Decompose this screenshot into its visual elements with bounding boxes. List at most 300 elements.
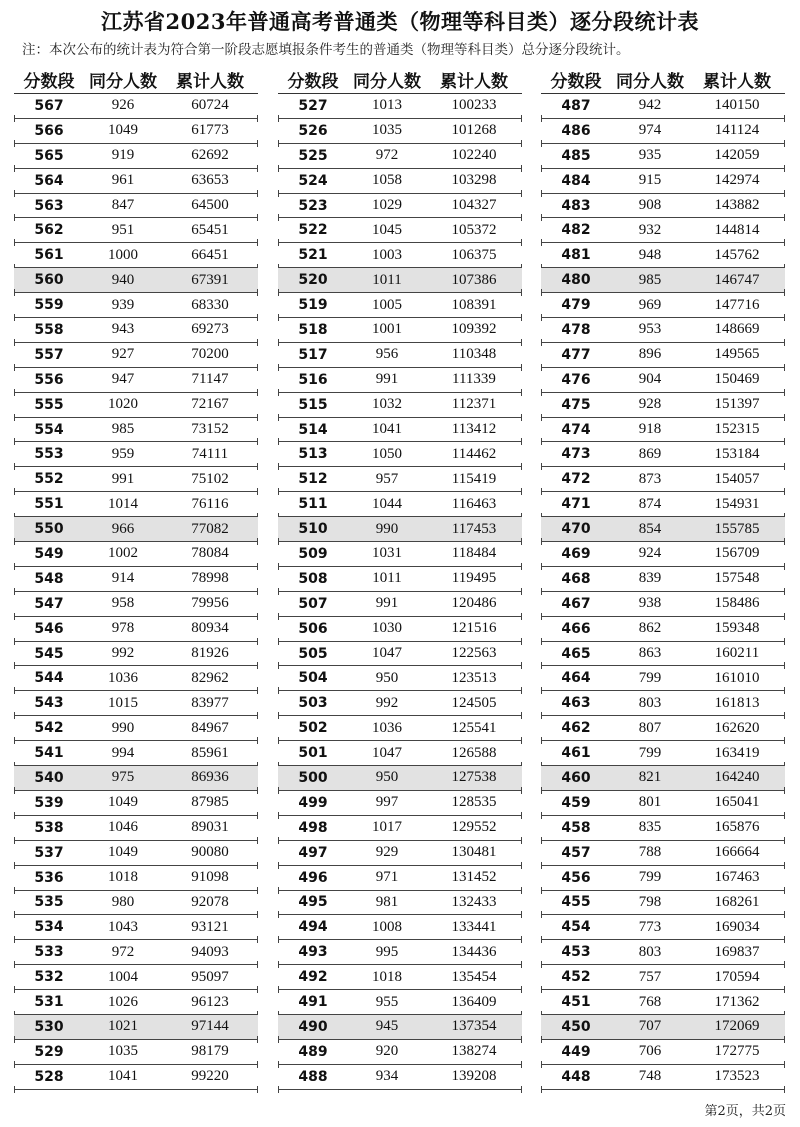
score-cell: 499 — [298, 794, 328, 811]
same-score-count-cell: 1008 — [372, 918, 402, 935]
table-note: 注：本次公布的统计表为符合第一阶段志愿填报条件考生的普通类（物理等科目类）总分逐分段统计。 — [22, 42, 630, 58]
same-score-count-cell: 835 — [638, 819, 662, 836]
table-row — [541, 1040, 785, 1065]
table-row — [14, 965, 258, 990]
same-score-count-cell: 904 — [638, 371, 662, 388]
cumulative-count-cell: 113412 — [451, 421, 497, 438]
score-cell: 547 — [34, 595, 64, 612]
cumulative-count-cell: 157548 — [714, 570, 760, 587]
score-cell: 506 — [298, 620, 328, 637]
score-cell: 477 — [561, 346, 591, 363]
table-row — [14, 617, 258, 642]
score-cell: 538 — [34, 819, 64, 836]
same-score-count-cell: 971 — [375, 869, 399, 886]
table-row — [278, 592, 522, 617]
table-row — [14, 144, 258, 169]
same-score-count-cell: 1046 — [108, 819, 138, 836]
cumulative-count-cell: 107386 — [451, 271, 497, 288]
cumulative-count-cell: 147716 — [714, 296, 760, 313]
column-header: 分数段 — [550, 71, 602, 92]
same-score-count-cell: 947 — [111, 371, 135, 388]
same-score-count-cell: 757 — [638, 968, 662, 985]
cumulative-count-cell: 139208 — [451, 1068, 497, 1085]
column-header: 同分人数 — [353, 71, 421, 92]
score-cell: 549 — [34, 545, 64, 562]
score-cell: 469 — [561, 545, 591, 562]
score-cell: 488 — [298, 1068, 328, 1085]
table-row — [278, 542, 522, 567]
cumulative-count-cell: 159348 — [714, 620, 760, 637]
same-score-count-cell: 974 — [638, 122, 662, 139]
same-score-count-cell: 929 — [375, 844, 399, 861]
same-score-count-cell: 1036 — [372, 719, 402, 736]
score-cell: 448 — [561, 1068, 591, 1085]
cumulative-count-cell: 165041 — [714, 794, 760, 811]
cumulative-count-cell: 136409 — [451, 993, 497, 1010]
cumulative-count-cell: 79956 — [191, 595, 229, 612]
cumulative-count-cell: 105372 — [451, 221, 497, 238]
column-header: 累计人数 — [176, 71, 244, 92]
table-row — [541, 144, 785, 169]
score-cell: 552 — [34, 471, 64, 488]
table-row — [14, 791, 258, 816]
score-cell: 504 — [298, 670, 328, 687]
same-score-count-cell: 1035 — [372, 122, 402, 139]
score-cell: 463 — [561, 695, 591, 712]
same-score-count-cell: 748 — [638, 1068, 662, 1085]
cumulative-count-cell: 111339 — [452, 371, 496, 388]
table-row — [541, 343, 785, 368]
same-score-count-cell: 1026 — [108, 993, 138, 1010]
table-row — [541, 94, 785, 119]
cumulative-count-cell: 90080 — [191, 844, 229, 861]
table-row — [541, 318, 785, 343]
same-score-count-cell: 958 — [111, 595, 135, 612]
cumulative-count-cell: 169837 — [714, 943, 760, 960]
table-row — [14, 442, 258, 467]
table-row — [541, 368, 785, 393]
same-score-count-cell: 1002 — [108, 545, 138, 562]
same-score-count-cell: 801 — [638, 794, 662, 811]
score-cell: 493 — [298, 944, 328, 961]
same-score-count-cell: 1000 — [108, 246, 138, 263]
column-header: 同分人数 — [616, 71, 684, 92]
table-row — [541, 268, 785, 293]
same-score-count-cell: 896 — [638, 346, 662, 363]
score-cell: 522 — [298, 222, 328, 239]
table-row — [541, 891, 785, 916]
score-cell: 450 — [561, 1018, 591, 1035]
cumulative-count-cell: 114462 — [451, 445, 497, 462]
same-score-count-cell: 991 — [375, 595, 399, 612]
same-score-count-cell: 919 — [111, 147, 135, 164]
cumulative-count-cell: 168261 — [714, 893, 760, 910]
score-cell: 536 — [34, 869, 64, 886]
column-header: 分数段 — [287, 71, 339, 92]
score-cell: 510 — [298, 521, 328, 538]
cumulative-count-cell: 64500 — [191, 197, 229, 213]
table-row — [541, 542, 785, 567]
table-row — [14, 567, 258, 592]
table-row — [541, 442, 785, 467]
same-score-count-cell: 1021 — [108, 1018, 138, 1035]
score-cell: 514 — [298, 421, 328, 438]
same-score-count-cell: 985 — [638, 271, 662, 288]
table-row — [541, 741, 785, 766]
table-row — [278, 318, 522, 343]
cumulative-count-cell: 75102 — [191, 470, 229, 487]
score-cell: 460 — [561, 769, 591, 786]
same-score-count-cell: 1045 — [372, 221, 402, 238]
same-score-count-cell: 1058 — [372, 172, 402, 189]
same-score-count-cell: 956 — [375, 346, 399, 363]
score-cell: 519 — [298, 297, 328, 314]
score-cell: 491 — [298, 994, 328, 1010]
score-cell: 548 — [34, 570, 64, 587]
cumulative-count-cell: 166664 — [714, 844, 760, 861]
table-row — [541, 816, 785, 841]
cumulative-count-cell: 172069 — [714, 1018, 760, 1035]
cumulative-count-cell: 162620 — [714, 719, 760, 736]
cumulative-count-cell: 72167 — [191, 396, 229, 413]
score-cell: 564 — [34, 172, 64, 189]
table-row — [278, 716, 522, 741]
same-score-count-cell: 997 — [375, 794, 399, 811]
cumulative-count-cell: 87985 — [191, 794, 229, 811]
column-header: 累计人数 — [703, 71, 771, 92]
table-row — [278, 841, 522, 866]
cumulative-count-cell: 140150 — [714, 97, 760, 114]
cumulative-count-cell: 61773 — [191, 122, 229, 139]
same-score-count-cell: 788 — [638, 844, 662, 861]
cumulative-count-cell: 161010 — [714, 669, 760, 686]
cumulative-count-cell: 163419 — [714, 744, 760, 761]
page-title: 江苏省2023年普通高考普通类（物理等科目类）逐分段统计表 — [101, 9, 699, 34]
cumulative-count-cell: 69273 — [191, 321, 229, 338]
cumulative-count-cell: 100233 — [451, 97, 497, 114]
score-cell: 543 — [34, 695, 64, 712]
same-score-count-cell: 951 — [111, 221, 135, 238]
table-row — [541, 691, 785, 716]
column-header: 同分人数 — [89, 71, 157, 92]
table-row — [541, 965, 785, 990]
score-cell: 527 — [298, 97, 328, 114]
score-cell: 531 — [34, 994, 64, 1010]
table-row — [278, 866, 522, 891]
table-row — [541, 169, 785, 194]
score-cell: 515 — [298, 396, 328, 413]
same-score-count-cell: 1049 — [108, 122, 138, 139]
cumulative-count-cell: 93121 — [191, 918, 229, 935]
score-cell: 555 — [34, 396, 64, 413]
same-score-count-cell: 961 — [111, 172, 135, 189]
same-score-count-cell: 807 — [638, 719, 662, 736]
same-score-count-cell: 799 — [638, 869, 662, 886]
score-cell: 466 — [561, 620, 591, 637]
cumulative-count-cell: 116463 — [451, 495, 497, 512]
score-cell: 454 — [561, 919, 591, 936]
same-score-count-cell: 1049 — [108, 794, 138, 811]
score-cell: 490 — [298, 1018, 328, 1035]
cumulative-count-cell: 126588 — [451, 744, 497, 761]
score-cell: 502 — [298, 720, 328, 737]
score-cell: 534 — [34, 919, 64, 936]
same-score-count-cell: 798 — [638, 893, 662, 910]
score-cell: 480 — [561, 272, 591, 289]
score-cell: 505 — [298, 645, 328, 662]
same-score-count-cell: 957 — [375, 470, 399, 487]
score-cell: 512 — [298, 471, 328, 488]
same-score-count-cell: 874 — [638, 495, 662, 512]
cumulative-count-cell: 142059 — [714, 147, 760, 164]
score-cell: 518 — [298, 321, 328, 338]
cumulative-count-cell: 60724 — [191, 97, 229, 114]
table-row — [14, 642, 258, 667]
score-cell: 556 — [34, 371, 64, 388]
score-cell: 559 — [34, 297, 64, 314]
same-score-count-cell: 943 — [111, 321, 135, 338]
table-row — [14, 816, 258, 841]
table-row — [541, 915, 785, 940]
same-score-count-cell: 803 — [638, 694, 662, 711]
same-score-count-cell: 1014 — [108, 495, 138, 512]
cumulative-count-cell: 68330 — [191, 296, 229, 313]
cumulative-count-cell: 134436 — [451, 943, 497, 960]
table-row — [541, 393, 785, 418]
score-cell: 537 — [34, 844, 64, 861]
same-score-count-cell: 940 — [111, 271, 135, 288]
cumulative-count-cell: 117453 — [451, 520, 497, 537]
score-cell: 563 — [34, 197, 64, 214]
cumulative-count-cell: 108391 — [451, 296, 497, 313]
table-panel-middle — [278, 65, 522, 1090]
same-score-count-cell: 959 — [111, 445, 135, 462]
table-row — [14, 915, 258, 940]
score-cell: 508 — [298, 570, 328, 587]
same-score-count-cell: 1005 — [372, 296, 402, 313]
cumulative-count-cell: 154057 — [714, 470, 760, 487]
table-row — [278, 393, 522, 418]
table-row — [278, 492, 522, 517]
same-score-count-cell: 803 — [638, 943, 662, 960]
same-score-count-cell: 799 — [638, 744, 662, 761]
score-cell: 464 — [561, 670, 591, 687]
table-row — [14, 542, 258, 567]
table-row — [278, 642, 522, 667]
score-cell: 525 — [298, 147, 328, 164]
same-score-count-cell: 1020 — [108, 396, 138, 413]
cumulative-count-cell: 145762 — [714, 246, 760, 263]
same-score-count-cell: 927 — [111, 346, 135, 363]
cumulative-count-cell: 165876 — [714, 819, 760, 836]
cumulative-count-cell: 106375 — [451, 246, 497, 263]
same-score-count-cell: 991 — [375, 371, 399, 388]
score-cell: 459 — [561, 794, 591, 811]
score-cell: 567 — [34, 97, 64, 114]
score-cell: 533 — [34, 944, 64, 961]
cumulative-count-cell: 96123 — [191, 993, 229, 1010]
same-score-count-cell: 1035 — [108, 1043, 138, 1060]
score-cell: 532 — [34, 969, 64, 986]
score-cell: 468 — [561, 570, 591, 587]
cumulative-count-cell: 74111 — [191, 445, 229, 462]
same-score-count-cell: 1015 — [108, 694, 138, 711]
cumulative-count-cell: 152315 — [714, 421, 760, 438]
same-score-count-cell: 934 — [375, 1068, 399, 1085]
score-cell: 449 — [561, 1043, 591, 1060]
table-row — [278, 891, 522, 916]
cumulative-count-cell: 133441 — [451, 918, 497, 935]
score-cell: 465 — [561, 645, 591, 662]
score-cell: 535 — [34, 894, 64, 911]
same-score-count-cell: 992 — [375, 694, 399, 711]
same-score-count-cell: 1029 — [372, 197, 402, 213]
same-score-count-cell: 1041 — [108, 1068, 138, 1085]
cumulative-count-cell: 110348 — [451, 346, 497, 363]
table-row — [541, 194, 785, 219]
table-row — [278, 1015, 522, 1040]
score-cell: 560 — [34, 272, 64, 289]
same-score-count-cell: 948 — [638, 246, 662, 263]
cumulative-count-cell: 125541 — [451, 719, 497, 736]
cumulative-count-cell: 94093 — [191, 943, 229, 960]
same-score-count-cell: 847 — [111, 197, 135, 213]
score-cell: 542 — [34, 720, 64, 737]
cumulative-count-cell: 148669 — [714, 321, 760, 338]
score-cell: 545 — [34, 645, 64, 662]
same-score-count-cell: 1011 — [372, 570, 402, 587]
table-row — [14, 841, 258, 866]
score-cell: 451 — [561, 994, 591, 1010]
cumulative-count-cell: 85961 — [191, 744, 229, 761]
table-row — [14, 990, 258, 1015]
table-row — [14, 418, 258, 443]
same-score-count-cell: 1018 — [108, 869, 138, 886]
table-row — [278, 1040, 522, 1065]
cumulative-count-cell: 120486 — [451, 595, 497, 612]
score-cell: 462 — [561, 720, 591, 737]
score-cell: 507 — [298, 595, 328, 612]
score-cell: 497 — [298, 844, 328, 861]
same-score-count-cell: 1044 — [372, 495, 402, 512]
cumulative-count-cell: 122563 — [451, 645, 497, 662]
table-row — [14, 866, 258, 891]
table-row — [541, 592, 785, 617]
cumulative-count-cell: 78084 — [191, 545, 229, 562]
cumulative-count-cell: 62692 — [191, 147, 229, 164]
cumulative-count-cell: 115419 — [451, 470, 497, 487]
score-cell: 453 — [561, 944, 591, 961]
table-row — [14, 592, 258, 617]
same-score-count-cell: 939 — [111, 296, 135, 313]
table-row — [278, 741, 522, 766]
same-score-count-cell: 799 — [638, 669, 662, 686]
table-row — [14, 1065, 258, 1090]
same-score-count-cell: 821 — [638, 769, 662, 786]
table-row — [278, 940, 522, 965]
cumulative-count-cell: 86936 — [191, 769, 229, 786]
table-row — [541, 642, 785, 667]
cumulative-count-cell: 155785 — [714, 520, 760, 537]
table-row — [541, 940, 785, 965]
table-row — [278, 169, 522, 194]
table-row — [541, 716, 785, 741]
table-row — [278, 666, 522, 691]
table-row — [541, 1065, 785, 1090]
cumulative-count-cell: 70200 — [191, 346, 229, 363]
score-cell: 526 — [298, 122, 328, 139]
table-row — [14, 94, 258, 119]
same-score-count-cell: 1047 — [372, 645, 402, 662]
same-score-count-cell: 972 — [111, 943, 135, 960]
cumulative-count-cell: 103298 — [451, 172, 497, 189]
table-row — [541, 666, 785, 691]
same-score-count-cell: 935 — [638, 147, 662, 164]
same-score-count-cell: 975 — [111, 769, 135, 786]
score-cell: 529 — [34, 1043, 64, 1060]
table-row — [14, 194, 258, 219]
cumulative-count-cell: 130481 — [451, 844, 497, 861]
cumulative-count-cell: 156709 — [714, 545, 760, 562]
cumulative-count-cell: 66451 — [191, 246, 229, 263]
score-cell: 481 — [561, 247, 591, 264]
same-score-count-cell: 924 — [638, 545, 662, 562]
score-cell: 539 — [34, 794, 64, 811]
cumulative-count-cell: 167463 — [714, 869, 760, 886]
table-row — [541, 418, 785, 443]
table-row — [278, 119, 522, 144]
cumulative-count-cell: 101268 — [451, 122, 497, 139]
score-cell: 496 — [298, 869, 328, 886]
same-score-count-cell: 995 — [375, 943, 399, 960]
table-row — [278, 617, 522, 642]
cumulative-count-cell: 138274 — [451, 1043, 497, 1060]
same-score-count-cell: 1011 — [372, 271, 402, 288]
score-cell: 546 — [34, 620, 64, 637]
table-row — [14, 393, 258, 418]
cumulative-count-cell: 104327 — [451, 197, 497, 213]
cumulative-count-cell: 150469 — [714, 371, 760, 388]
cumulative-count-cell: 119495 — [451, 570, 497, 587]
score-cell: 511 — [298, 496, 328, 513]
score-cell: 489 — [298, 1043, 328, 1060]
same-score-count-cell: 1031 — [372, 545, 402, 562]
same-score-count-cell: 1001 — [372, 321, 402, 338]
score-cell: 509 — [298, 545, 328, 562]
score-cell: 455 — [561, 894, 591, 911]
table-row — [14, 517, 258, 542]
table-header — [278, 65, 522, 94]
cumulative-count-cell: 153184 — [714, 445, 760, 462]
score-cell: 473 — [561, 446, 591, 463]
score-cell: 561 — [34, 247, 64, 264]
table-row — [278, 243, 522, 268]
table-row — [278, 990, 522, 1015]
table-row — [278, 517, 522, 542]
score-cell: 452 — [561, 969, 591, 986]
table-row — [278, 965, 522, 990]
score-cell: 474 — [561, 421, 591, 438]
cumulative-count-cell: 164240 — [714, 769, 760, 786]
same-score-count-cell: 915 — [638, 172, 662, 189]
same-score-count-cell: 1036 — [108, 669, 138, 686]
cumulative-count-cell: 67391 — [191, 271, 229, 288]
same-score-count-cell: 1041 — [372, 421, 402, 438]
score-cell: 479 — [561, 297, 591, 314]
same-score-count-cell: 854 — [638, 520, 662, 537]
table-row — [14, 343, 258, 368]
score-cell: 501 — [298, 745, 328, 762]
